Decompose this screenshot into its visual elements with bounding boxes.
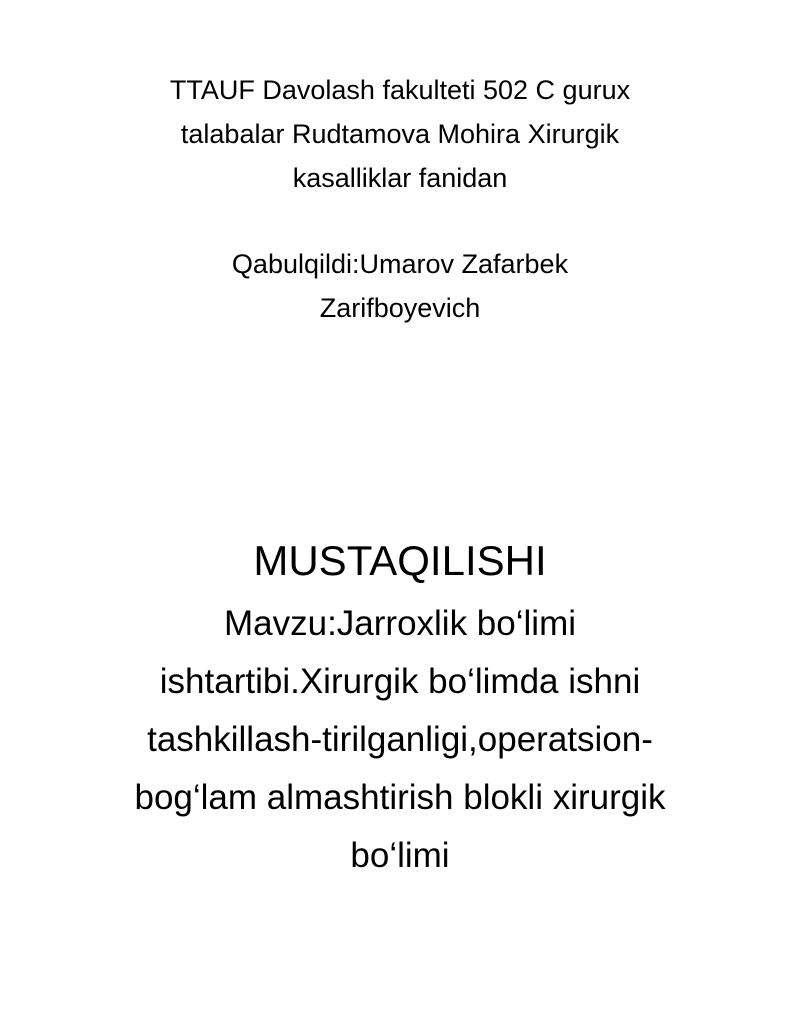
topic-line-2: ishtartibi.Xirurgik bo‘limda ishni: [159, 662, 641, 701]
document-title: MUSTAQILISHI: [253, 537, 547, 584]
topic-line-1: Mavzu:Jarroxlik bo‘limi: [223, 604, 577, 643]
main-title-block: [0, 527, 800, 885]
topic-line-5: bo‘limi: [350, 836, 450, 875]
student-info-line-2: talabalar Rudtamova Mohira Xirurgik: [180, 119, 620, 149]
topic-line-4: bog‘lam almashtirish blokli xirurgik: [134, 778, 666, 817]
student-info-line-1: TTAUF Davolash fakulteti 502 C gurux: [169, 75, 631, 105]
student-info-block: [0, 68, 800, 200]
reviewer-line-2: Zarifboyevich: [319, 293, 481, 323]
reviewer-line-1: Qabulqildi:Umarov Zafarbek: [231, 249, 569, 279]
reviewer-block: [0, 242, 800, 330]
topic-line-3: tashkillash-tirilganligi,operatsion-: [147, 720, 653, 759]
student-info-line-3: kasalliklar fanidan: [292, 163, 508, 193]
